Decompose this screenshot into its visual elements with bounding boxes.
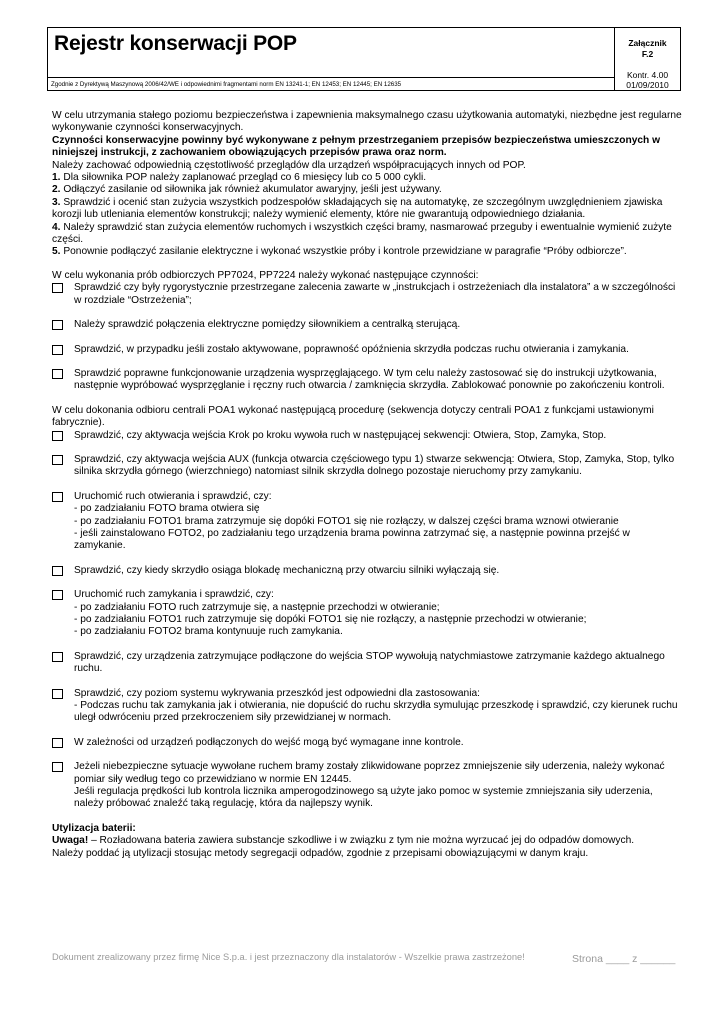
checklist-line: Uruchomić ruch otwierania i sprawdzić, czy: [74, 490, 272, 502]
checklist-item [52, 454, 684, 479]
checkbox[interactable] [52, 283, 63, 293]
annex-label-text: Załącznik [628, 38, 667, 48]
footer-note: Dokument zrealizowany przez firmę Nice S.p.a. i jest przeznaczony dla instalatorów - Wszelkie prawa zastrzeżone! [52, 952, 525, 962]
document-header [47, 27, 681, 91]
checklist-text [74, 651, 684, 676]
checkbox[interactable] [52, 689, 63, 699]
checkbox[interactable] [52, 738, 63, 748]
section1-checklist [52, 282, 684, 392]
checklist-item [52, 737, 684, 749]
page-number: Strona ____ z ______ [572, 953, 676, 965]
checklist-item [52, 282, 684, 307]
checklist-line: Sprawdzić poprawne funkcjonowanie urządzenia wysprzęglającego. W tym celu należy zastosować się do instrukcji użytkowania, następnie wypróbować wysprzęglanie i ręczny ruch otwarcia / zamknięcia skrzydła. Zablokować ponownie po zakończeniu kontroli. [74, 367, 665, 392]
checklist-line: Jeśli regulacja prędkości lub kontrola licznika amperogodzinowego są użyte jako pomoc w systemie zmniejszania siły uderzenia, należy próbować znaleźć taką regulację, która da najlepszy wynik. [74, 786, 653, 810]
checkbox[interactable] [52, 369, 63, 379]
maintenance-step [52, 222, 684, 247]
checklist-line: Sprawdzić, czy kiedy skrzydło osiąga blokadę mechaniczną przy otwarciu silniki wyłączają się. [74, 564, 500, 576]
battery-warning-text: – Rozładowana bateria zawiera substancje szkodliwe i w związku z tym nie można wyrzucać jej do odpadów domowych. [88, 835, 635, 847]
checkbox[interactable] [52, 566, 63, 576]
checkbox[interactable] [52, 320, 63, 330]
checklist-text [74, 589, 684, 639]
checklist-item [52, 589, 684, 639]
battery-warning-label: Uwaga! [52, 835, 89, 847]
page-title: Rejestr konserwacji POP [54, 32, 297, 55]
checklist-item [52, 319, 684, 331]
checklist-line: - po zadziałaniu FOTO1 ruch zatrzymuje się dopóki FOTO1 się nie rozłączy, a następnie przechodzi w otwieranie; [74, 614, 587, 625]
checklist-item [52, 430, 684, 442]
checkbox[interactable] [52, 431, 63, 441]
annex-label [615, 38, 680, 60]
step-text: Dla siłownika POP należy zaplanować przegląd co 6 miesięcy lub co 5 000 cykli. [60, 172, 427, 184]
checkbox[interactable] [52, 590, 63, 600]
revision-date: 01/09/2010 [626, 80, 669, 90]
checkbox[interactable] [52, 652, 63, 662]
checklist-item [52, 491, 684, 553]
header-title-cell [48, 28, 615, 90]
maintenance-steps [52, 172, 684, 259]
page-footer [52, 952, 686, 965]
checkbox[interactable] [52, 455, 63, 465]
checklist-line: W zależności od urządzeń podłączonych do wejść mogą być wymagane inne kontrole. [74, 736, 464, 748]
checklist-text [74, 454, 684, 479]
checklist-line: Sprawdzić, czy urządzenia zatrzymujące podłączone do wejścia STOP wywołują natychmiastowe zatrzymanie każdego aktualnego ruchu. [74, 650, 665, 675]
checklist-item [52, 368, 684, 393]
checkbox[interactable] [52, 492, 63, 502]
checklist-line: Uruchomić ruch zamykania i sprawdzić, czy: [74, 589, 274, 601]
document-body [52, 110, 684, 860]
checklist-line: Sprawdzić, w przypadku jeśli zostało aktywowane, poprawność opóźnienia skrzydła podczas ruchu otwierania i zamykania. [74, 343, 629, 355]
checklist-text [74, 430, 684, 442]
checklist-line: Sprawdzić, czy aktywacja wejścia Krok po kroku wywoła ruch w następującej sekwencji: Otwiera, Stop, Zamyka, Stop. [74, 429, 607, 441]
norms-line: Zgodnie z Dyrektywą Maszynową 2006/42/WE i odpowiednimi fragmentami norm EN 13241-1; EN 12453; EN 12445; EN 12635 [48, 77, 614, 90]
checklist-text [74, 491, 684, 553]
revision-label: Kontr. 4.00 [626, 70, 669, 80]
step-number: 3. [52, 196, 61, 208]
battery-disposal-text: Należy poddać ją utylizacji stosując metody segregacji odpadów, zgodnie z przepisami obowiązującymi w danym kraju. [52, 847, 589, 859]
checklist-text [74, 688, 684, 725]
checklist-text [74, 761, 684, 811]
checklist-line: Jeżeli niebezpieczne sytuacje wywołane ruchem bramy zostały zlikwidowane poprzez zmniejszenie siły uderzenia, należy wykonać pomiar siły według tego co przewidziano w normie EN 12445. [74, 761, 665, 785]
checklist-text [74, 565, 684, 577]
checklist-line: Sprawdzić, czy poziom systemu wykrywania przeszkód jest odpowiedni dla zastosowania: [74, 687, 480, 699]
checkbox[interactable] [52, 762, 63, 772]
checklist-line: - po zadziałaniu FOTO1 brama zatrzymuje się dopóki FOTO1 się nie rozłączy, w dalszej części brama wznowi otwieranie [74, 515, 619, 527]
step-number: 1. [52, 172, 61, 184]
maintenance-step [52, 184, 684, 196]
maintenance-step [52, 197, 684, 222]
battery-section [52, 823, 684, 860]
annex-code: F.2 [641, 49, 654, 59]
step-text: Ponownie podłączyć zasilanie elektryczne i wykonać wszystkie próby i kontrole przewidziane w paragrafie “Próby odbiorcze”. [60, 246, 627, 258]
step-text: Odłączyć zasilanie od siłownika jak również akumulator awaryjny, jeśli jest używany. [60, 184, 442, 196]
checklist-item [52, 344, 684, 356]
section1-intro: W celu wykonania prób odbiorczych PP7024, PP7224 należy wykonać następujące czynności: [52, 269, 479, 281]
checklist-text [74, 344, 684, 356]
checklist-line: - po zadziałaniu FOTO brama otwiera się [74, 503, 260, 515]
checklist-text [74, 319, 684, 331]
checklist-text [74, 737, 684, 749]
checklist-item [52, 651, 684, 676]
checklist-line: Należy sprawdzić połączenia elektryczne pomiędzy siłownikiem a centralką sterującą. [74, 319, 461, 331]
checklist-line: - Podczas ruchu tak zamykania jak i otwierania, nie dopuścić do ruchu skrzydła symulując przeszkodę i sprawdzić, czy kierunek ruchu uległ odwróceniu przed przekroczeniem siły przewidzianej w normach. [74, 700, 678, 724]
checklist-item [52, 565, 684, 577]
maintenance-step [52, 246, 684, 258]
checklist-line: - po zadziałaniu FOTO2 brama kontynuuje ruch zamykania. [74, 626, 343, 638]
section2-checklist [52, 430, 684, 811]
checklist-line: - jeśli zainstalowano FOTO2, po zadziałaniu tego urządzenia brama powinna zatrzymać się, a następnie powinna przejść w zamykanie. [74, 527, 630, 552]
maintenance-step [52, 172, 684, 184]
step-number: 4. [52, 221, 61, 233]
checklist-text [74, 282, 684, 307]
checklist-line: Sprawdzić, czy aktywacja wejścia AUX (funkcja otwarcia częściowego typu 1) stwarze sekwencją: Otwiera, Stop, Zamyka, Stop, tylko silnika skrzydła górnego (wierzchniego) natomiast silnik skrzydła dolnego pozostaje nieruchomy przy zamykaniu. [74, 453, 675, 478]
checklist-line: - po zadziałaniu FOTO ruch zatrzymuje się, a następnie przechodzi w otwieranie; [74, 601, 440, 613]
safety-notice: Czynności konserwacyjne powinny być wykonywane z pełnym przestrzeganiem przepisów bezpieczeństwa umieszczonych w niniejszej instrukcji, z zachowaniem obowiązujących przepisów prawa oraz norm. [52, 134, 661, 159]
intro-section [52, 110, 684, 259]
section2-intro: W celu dokonania odbioru centrali POA1 wykonać następującą procedurę (sekwencja dotyczy centrali POA1 z funkcjami ustawionymi fabrycznie). [52, 404, 654, 429]
checklist-line: Sprawdzić czy były rygorystycznie przestrzegane zalecenia zawarte w „instrukcjach i ostrzeżeniach dla instalatora” a w szczególności w rozdziale “Ostrzeżenia”; [74, 282, 676, 306]
checklist-text [64, 368, 684, 393]
checklist-item [52, 761, 684, 811]
step-number: 2. [52, 184, 61, 196]
step-text: Należy sprawdzić stan zużycia elementów ruchomych i wszystkich części bramy, nasmarować przeguby i ewentualnie wymienić zużyte części. [52, 221, 672, 246]
intro-paragraph: W celu utrzymania stałego poziomu bezpieczeństwa i zapewnienia maksymalnego czasu użytkowania automatyki, niezbędne jest regularne wykonywanie czynności konserwacyjnych. [52, 110, 682, 134]
checkbox[interactable] [52, 345, 63, 355]
frequency-note: Należy zachować odpowiednią częstotliwość przeglądów dla urządzeń współpracujących innych od POP. [52, 159, 526, 171]
step-text: Sprawdzić i ocenić stan zużycia wszystkich podzespołów składających się na automatykę, ze szczególnym uwzględnieniem zjawiska korozji lub utleniania elementów konstrukcji; należy wymienić elementy, które nie gwarantują odpowiedniego działania. [52, 196, 663, 221]
checklist-item [52, 688, 684, 725]
battery-heading: Utylizacja baterii: [52, 822, 136, 834]
revision-info [615, 70, 680, 90]
header-meta-cell [615, 28, 680, 90]
step-number: 5. [52, 246, 61, 258]
